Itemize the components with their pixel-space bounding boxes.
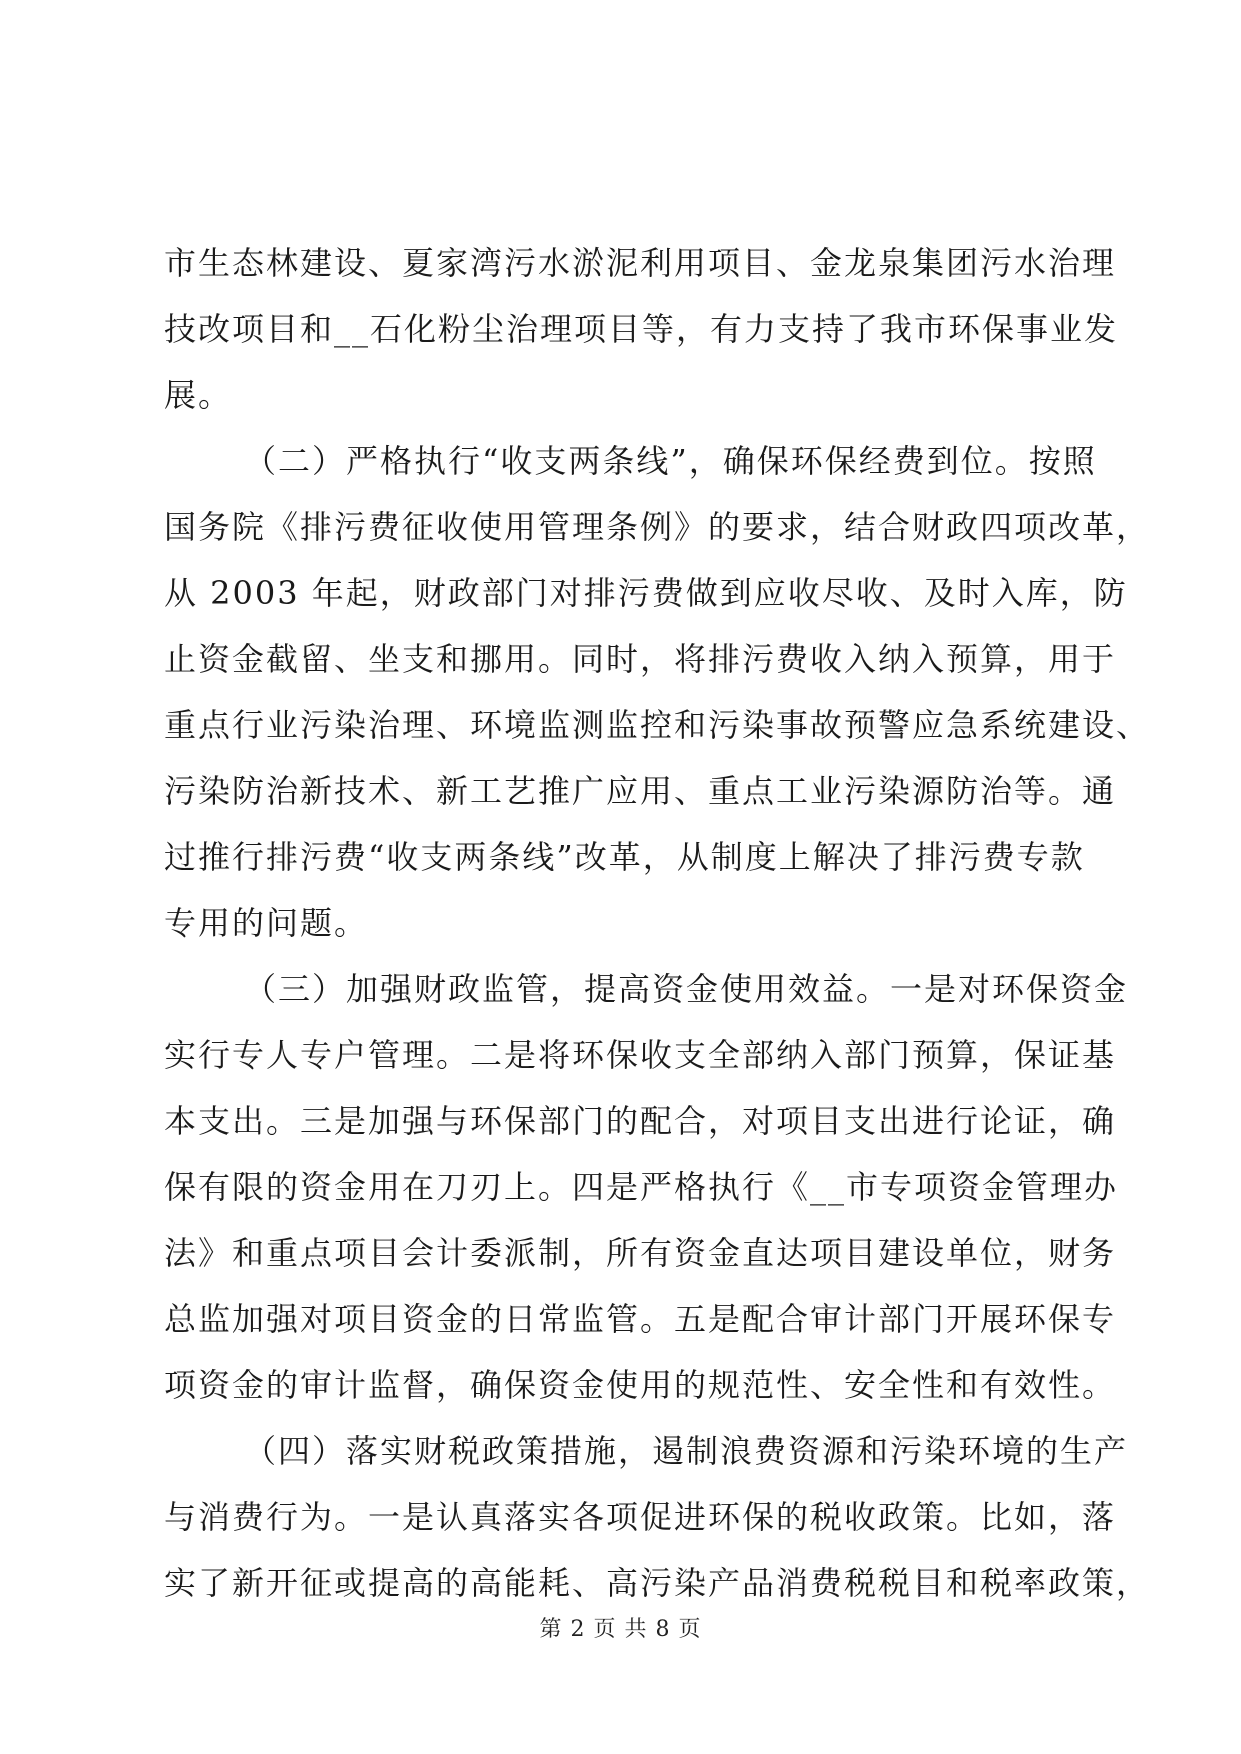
- body-line: 实了新开征或提高的高能耗、高污染产品消费税税目和税率政策，: [164, 1564, 1151, 1602]
- body-line: 本支出。三是加强与环保部门的配合，对项目支出进行论证，确: [164, 1102, 1117, 1140]
- section-heading-line: （四）落实财税政策措施，遏制浪费资源和污染环境的生产: [244, 1432, 1129, 1470]
- body-line: 止资金截留、坐支和挪用。同时，将排污费收入纳入预算，用于: [164, 640, 1117, 678]
- body-line: 重点行业污染治理、环境监测监控和污染事故预警应急系统建设、: [164, 706, 1151, 744]
- body-line: 保有限的资金用在刀刃上。四是严格执行《__市专项资金管理办: [164, 1168, 1119, 1206]
- section-heading-line: （二）严格执行“收支两条线”，确保环保经费到位。按照: [244, 442, 1097, 480]
- body-line: 市生态林建设、夏家湾污水淤泥利用项目、金龙泉集团污水治理: [164, 244, 1117, 282]
- body-line: 与消费行为。一是认真落实各项促进环保的税收政策。比如，落: [164, 1498, 1117, 1536]
- body-line: 实行专人专户管理。二是将环保收支全部纳入部门预算，保证基: [164, 1036, 1117, 1074]
- section-heading-line: （三）加强财政监管，提高资金使用效益。一是对环保资金: [244, 970, 1129, 1008]
- body-line: 专用的问题。: [164, 904, 369, 942]
- page-number-footer: 第 2 页 共 8 页: [539, 1617, 702, 1642]
- body-line: 从 2003 年起，财政部门对排污费做到应收尽收、及时入库，防: [164, 574, 1128, 612]
- body-line: 国务院《排污费征收使用管理条例》的要求，结合财政四项改革，: [164, 508, 1151, 546]
- document-body: [164, 230, 1151, 1616]
- body-line: 污染防治新技术、新工艺推广应用、重点工业污染源防治等。通: [164, 772, 1117, 810]
- body-line: 技改项目和__石化粉尘治理项目等，有力支持了我市环保事业发: [164, 310, 1119, 348]
- body-line: 过推行排污费“收支两条线”改革，从制度上解决了排污费专款: [164, 838, 1085, 876]
- body-line: 总监加强对项目资金的日常监管。五是配合审计部门开展环保专: [164, 1300, 1117, 1338]
- body-line: 法》和重点项目会计委派制，所有资金直达项目建设单位，财务: [164, 1234, 1117, 1272]
- body-line: 展。: [164, 376, 233, 414]
- body-line: 项资金的审计监督，确保资金使用的规范性、安全性和有效性。: [164, 1366, 1117, 1404]
